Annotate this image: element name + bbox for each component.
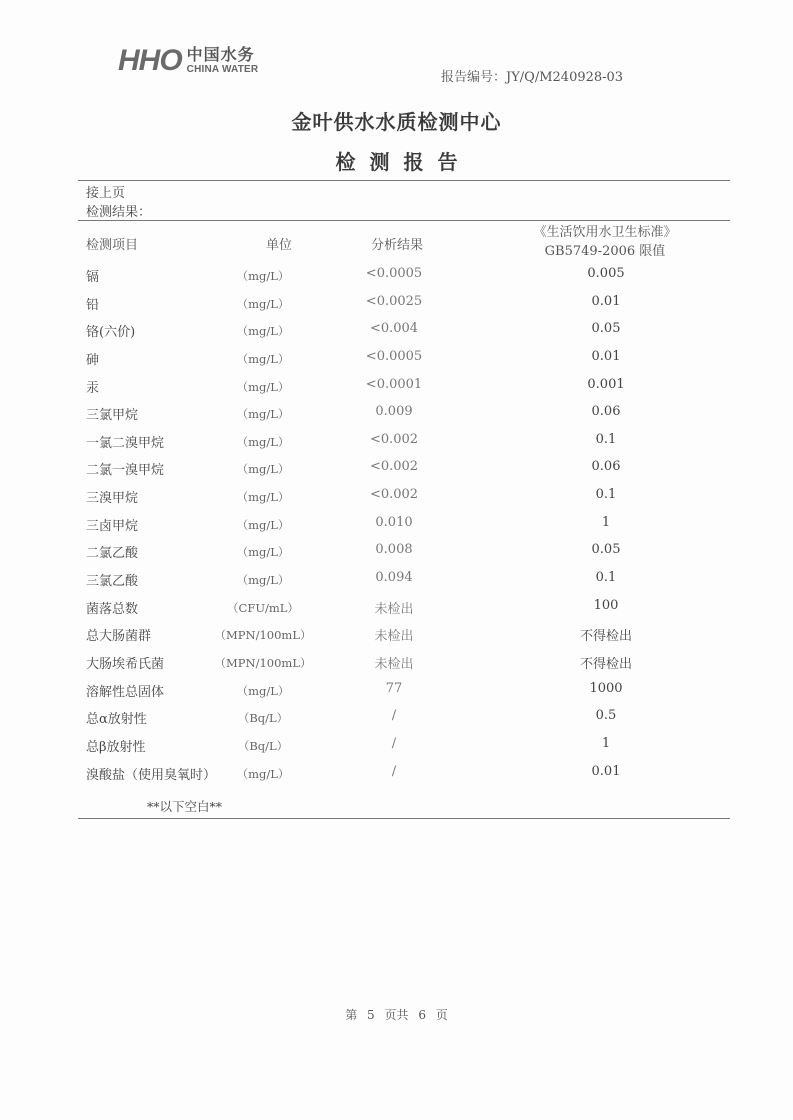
document-title: 检测报告 <box>335 150 472 174</box>
row-item: 总大肠菌群 <box>86 629 152 645</box>
row-unit: （mg/L） <box>236 351 290 366</box>
row-limit: 0.01 <box>591 763 621 779</box>
table-row <box>0 400 793 428</box>
row-limit: 0.1 <box>595 570 617 586</box>
row-limit: 0.06 <box>591 404 621 420</box>
logo-mark: HHO <box>118 44 182 77</box>
row-unit: （mg/L） <box>236 379 290 394</box>
row-item: 菌落总数 <box>86 601 139 617</box>
table-row <box>0 677 793 705</box>
row-result: 77 <box>385 680 403 696</box>
row-result: 0.009 <box>375 404 413 420</box>
row-limit: 0.1 <box>595 487 617 503</box>
table-row <box>0 455 793 483</box>
table-row <box>0 594 793 622</box>
table-row <box>0 345 793 373</box>
row-limit: 1 <box>601 735 611 751</box>
row-unit: （Bq/L） <box>237 711 289 726</box>
row-item: 二氯一溴甲烷 <box>86 463 165 479</box>
header-item: 检测项目 <box>86 238 139 253</box>
row-limit: 100 <box>593 597 619 613</box>
row-unit: （mg/L） <box>236 296 290 311</box>
row-item: 三卤甲烷 <box>86 518 139 534</box>
row-item: 砷 <box>86 352 100 368</box>
row-limit: 1 <box>601 514 611 530</box>
row-item: 汞 <box>86 380 100 396</box>
row-unit: （mg/L） <box>236 490 290 505</box>
row-item: 一氯二溴甲烷 <box>86 435 165 451</box>
row-result: 未检出 <box>374 629 414 645</box>
continued-from-previous: 接上页 <box>86 186 126 201</box>
row-unit: （mg/L） <box>236 407 290 422</box>
company-logo <box>118 44 258 78</box>
row-item: 总β放射性 <box>86 739 146 755</box>
row-unit: （CFU/mL） <box>227 600 299 615</box>
row-unit: （mg/L） <box>236 462 290 477</box>
table-row <box>0 732 793 760</box>
row-result: / <box>391 735 397 751</box>
row-result: <0.0005 <box>365 348 423 364</box>
row-result: <0.002 <box>369 431 419 447</box>
report-number: 报告编号：JY/Q/M240928-03 <box>441 70 624 85</box>
row-result: 0.010 <box>375 514 413 530</box>
row-limit: 0.005 <box>587 266 625 281</box>
row-unit: （mg/L） <box>236 269 290 283</box>
table-row <box>0 373 793 401</box>
results-table <box>0 262 793 787</box>
row-limit: 0.5 <box>595 708 617 724</box>
row-result: / <box>391 708 397 724</box>
divider-bottom <box>78 818 730 819</box>
row-item: 总α放射性 <box>86 712 147 728</box>
logo-english-name: CHINA WATER <box>186 64 259 75</box>
row-unit: （MPN/100mL） <box>214 628 312 643</box>
row-unit: （mg/L） <box>236 324 290 339</box>
row-limit: 0.01 <box>591 348 621 364</box>
organization-title: 金叶供水水质检测中心 <box>291 110 502 134</box>
row-limit: 0.1 <box>595 431 617 447</box>
row-unit: （Bq/L） <box>237 738 289 753</box>
row-result: 未检出 <box>374 656 414 672</box>
header-standard-code: GB5749-2006 限值 <box>544 244 666 259</box>
row-result: <0.0025 <box>365 293 423 309</box>
row-result: 0.008 <box>375 542 413 558</box>
row-unit: （MPN/100mL） <box>214 655 312 670</box>
table-row <box>0 566 793 594</box>
logo-chinese-name: 中国水务 <box>186 45 255 64</box>
row-limit: 0.001 <box>587 376 625 392</box>
table-row <box>0 317 793 345</box>
table-row <box>0 704 793 732</box>
table-row <box>0 511 793 539</box>
row-result: 0.094 <box>375 570 413 586</box>
row-limit: 不得检出 <box>579 656 632 672</box>
table-row <box>0 290 793 318</box>
row-unit: （mg/L） <box>236 545 290 560</box>
row-limit: 1000 <box>589 680 623 696</box>
row-result: <0.0005 <box>365 266 423 281</box>
table-row <box>0 538 793 566</box>
header-result: 分析结果 <box>371 238 424 253</box>
results-label: 检测结果： <box>86 205 152 220</box>
header-standard <box>480 223 730 261</box>
row-result: <0.0001 <box>365 376 423 392</box>
row-item: 铬(六价) <box>86 325 136 341</box>
table-row <box>0 262 793 290</box>
row-unit: （mg/L） <box>236 766 290 781</box>
row-limit: 0.01 <box>591 293 621 309</box>
row-item: 二氯乙酸 <box>86 546 139 562</box>
row-item: 三溴甲烷 <box>86 491 139 507</box>
table-row <box>0 621 793 649</box>
divider-header <box>78 220 730 221</box>
header-unit: 单位 <box>266 238 293 253</box>
logo-text <box>187 47 259 75</box>
row-result: <0.004 <box>369 321 419 337</box>
row-limit: 不得检出 <box>579 629 632 645</box>
table-row <box>0 760 793 788</box>
divider-top <box>78 180 730 181</box>
row-item: 三氯乙酸 <box>86 574 139 590</box>
row-item: 溴酸盐（使用臭氧时） <box>86 767 217 783</box>
row-item: 三氯甲烷 <box>86 408 139 424</box>
row-result: 未检出 <box>374 601 414 617</box>
row-item: 溶解性总固体 <box>86 684 165 700</box>
header-standard-name: 《生活饮用水卫生标准》 <box>533 225 677 240</box>
row-unit: （mg/L） <box>236 517 290 532</box>
row-result: / <box>391 763 397 779</box>
row-limit: 0.05 <box>591 321 621 337</box>
row-limit: 0.05 <box>591 542 621 558</box>
row-unit: （mg/L） <box>236 683 290 698</box>
row-result: <0.002 <box>369 459 419 475</box>
row-item: 大肠埃希氏菌 <box>86 656 165 672</box>
table-row <box>0 428 793 456</box>
row-result: <0.002 <box>369 487 419 503</box>
row-limit: 0.06 <box>591 459 621 475</box>
blank-note: **以下空白** <box>147 799 223 814</box>
row-item: 镉 <box>86 270 100 285</box>
row-item: 铅 <box>86 297 100 313</box>
table-row <box>0 649 793 677</box>
row-unit: （mg/L） <box>236 573 290 588</box>
row-unit: （mg/L） <box>236 434 290 449</box>
table-row <box>0 483 793 511</box>
page-number: 第 5 页共 6 页 <box>345 1008 448 1022</box>
